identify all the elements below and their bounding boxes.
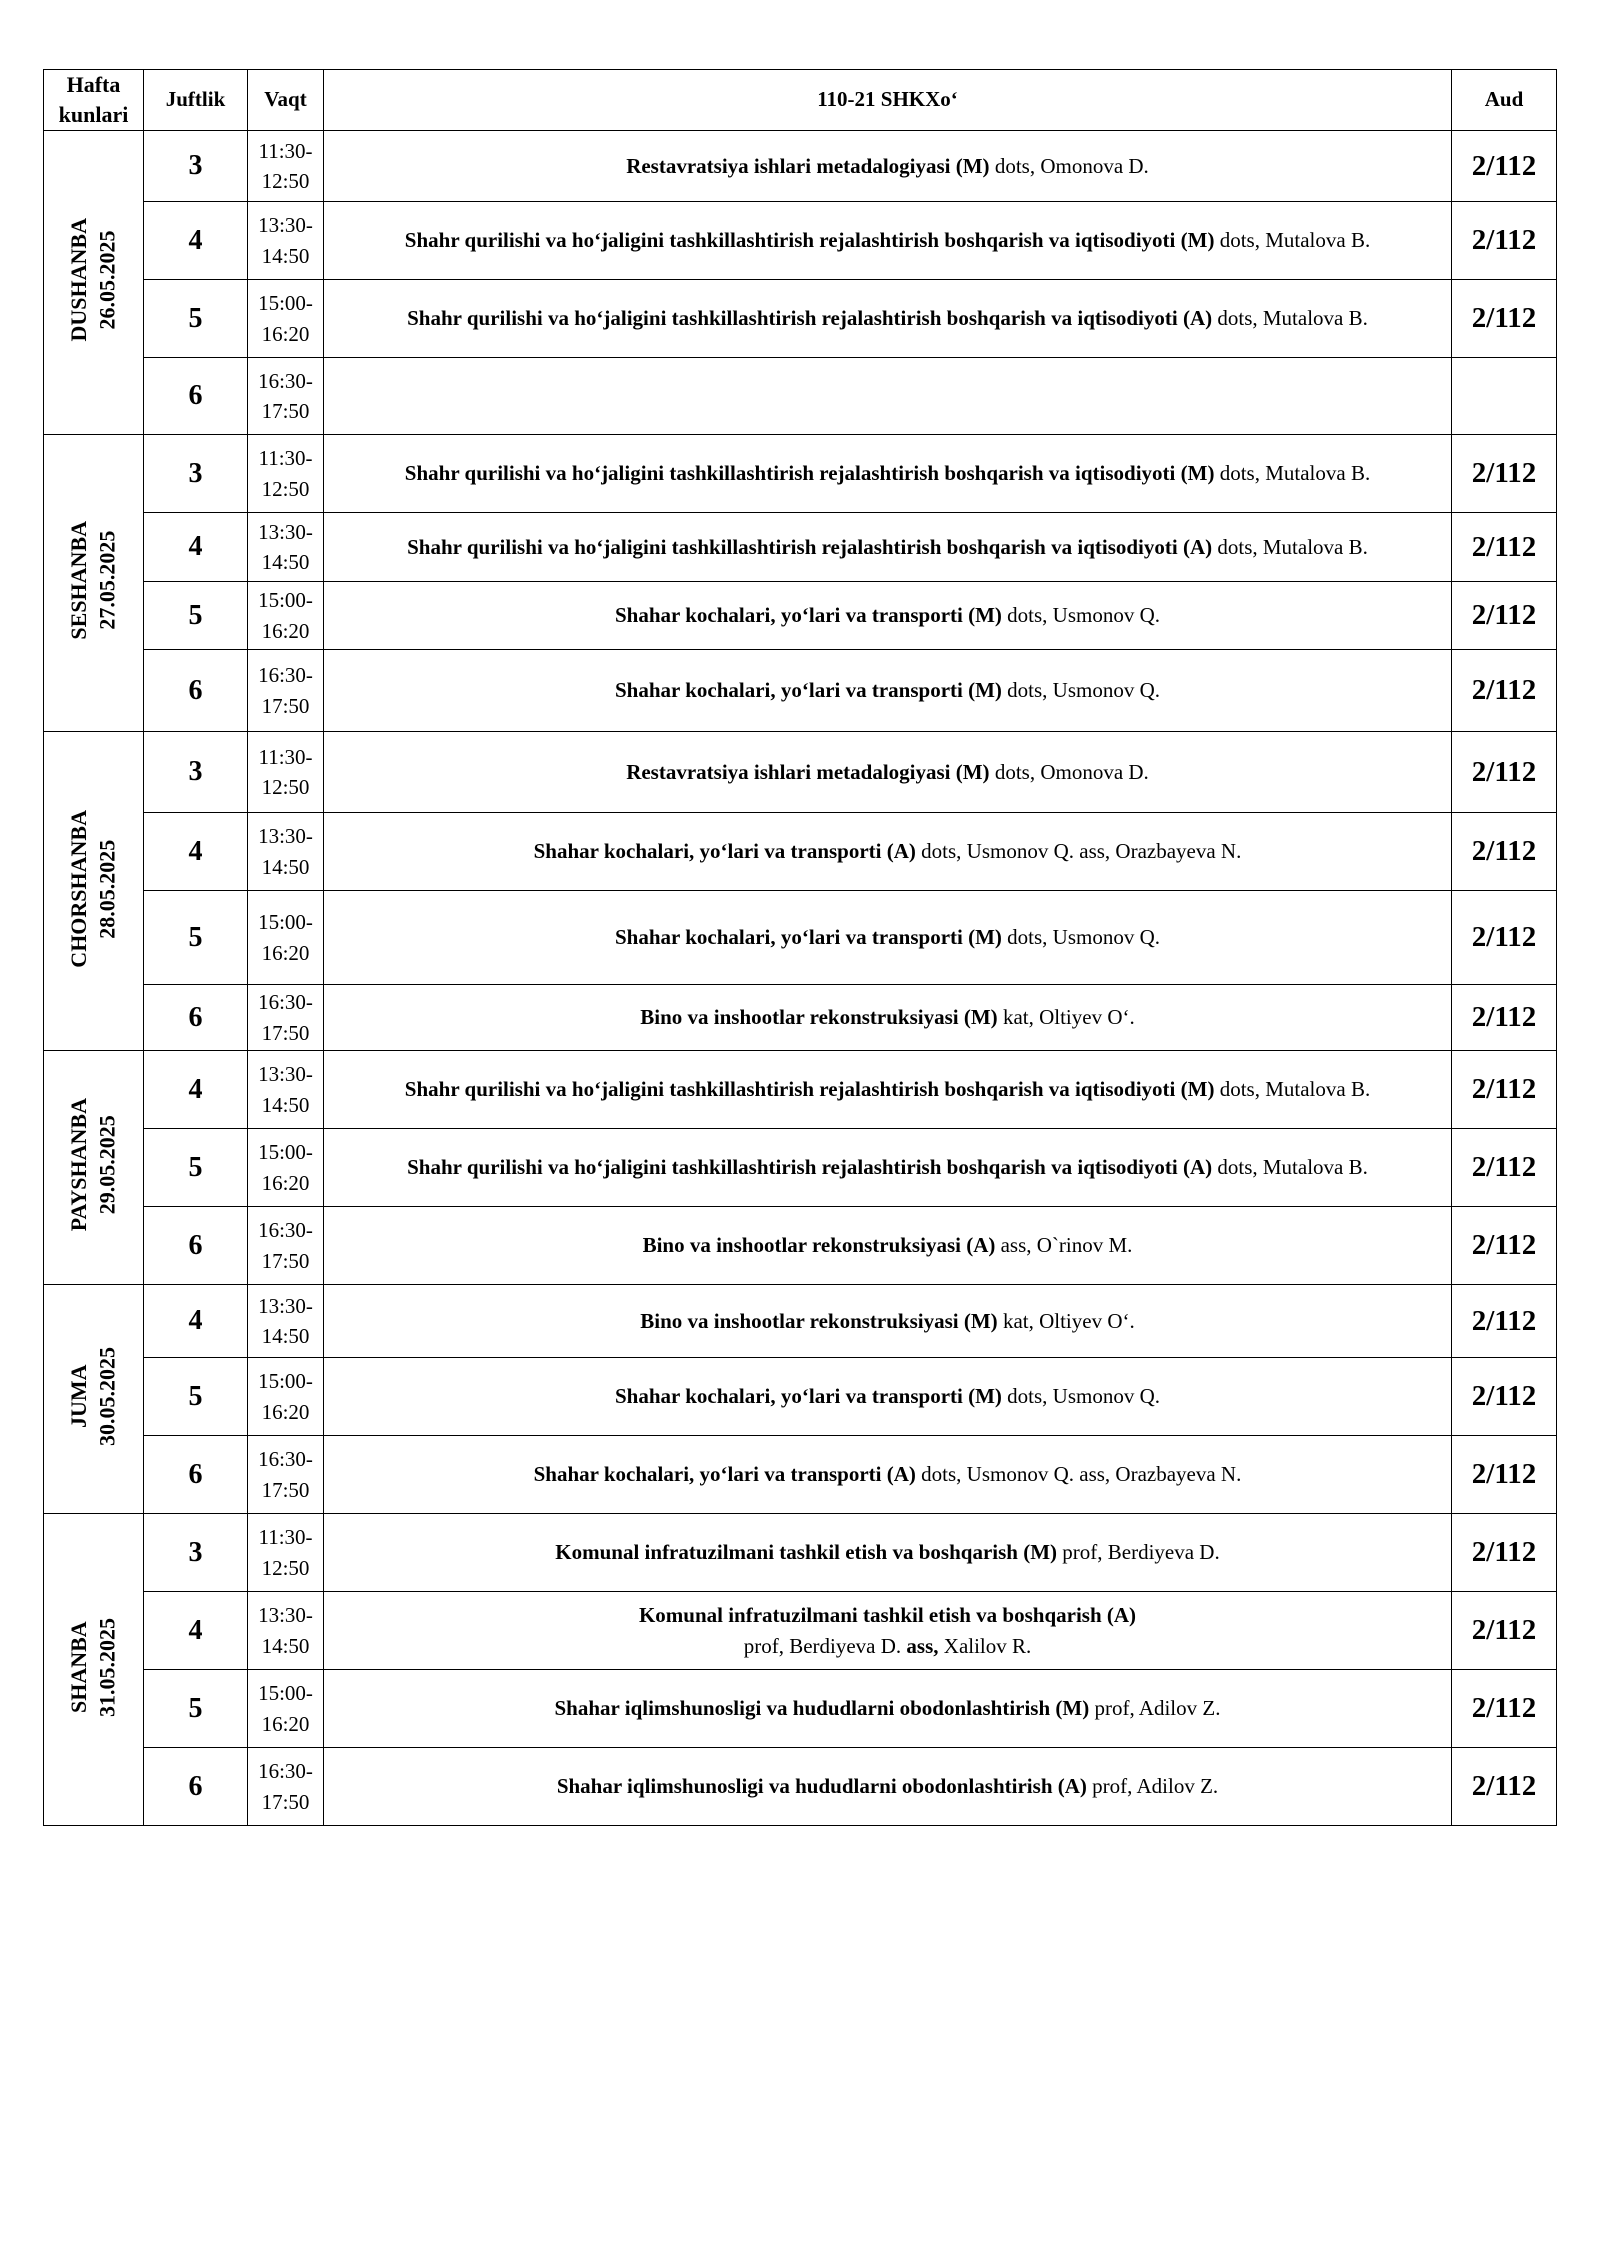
table-row <box>44 582 1557 650</box>
subject-name: Shahar kochalari, yo‘lari va transporti (M) <box>614 1384 1002 1409</box>
auditorium: 2/112 <box>1452 280 1557 358</box>
auditorium: 2/112 <box>1452 1670 1557 1748</box>
subject-cell <box>324 131 1452 202</box>
teacher-name: dots, Usmonov Q. ass, Orazbayeva N. <box>915 1462 1242 1487</box>
subject-cell <box>324 1051 1452 1129</box>
teacher-name: dots, Usmonov Q. <box>1001 678 1161 703</box>
pair-number: 4 <box>144 1592 248 1670</box>
day-label <box>65 218 122 341</box>
auditorium: 2/112 <box>1452 985 1557 1051</box>
subject-name: Shahr qurilishi va ho‘jaligini tashkillashtirish rejalashtirish boshqarish va iqtisodiyoti (A) <box>407 306 1213 331</box>
pair-number: 6 <box>144 650 248 732</box>
table-row <box>44 1285 1557 1358</box>
subject-cell <box>324 813 1452 891</box>
subject-name: Shahar kochalari, yo‘lari va transporti (M) <box>614 678 1002 703</box>
auditorium: 2/112 <box>1452 1514 1557 1592</box>
teacher-name: prof, Berdiyeva D. <box>743 1633 907 1658</box>
auditorium: 2/112 <box>1452 813 1557 891</box>
teacher-name: prof, Adilov Z. <box>1086 1774 1219 1799</box>
table-row <box>44 732 1557 813</box>
day-cell <box>44 1285 144 1514</box>
subject-name: Shahar kochalari, yo‘lari va transporti (A) <box>533 1462 916 1487</box>
subject-name: Restavratsiya ishlari metadalogiyasi (M) <box>626 759 990 784</box>
subject-cell <box>324 1748 1452 1826</box>
day-date: 29.05.2025 <box>94 1115 120 1215</box>
day-cell <box>44 131 144 435</box>
subject-cell <box>324 1285 1452 1358</box>
table-row <box>44 358 1557 435</box>
day-cell <box>44 1051 144 1285</box>
time-slot: 13:30-14:50 <box>248 202 324 280</box>
subject-cell <box>324 435 1452 513</box>
pair-number: 6 <box>144 1748 248 1826</box>
subject-cell <box>324 1129 1452 1207</box>
time-slot: 16:30-17:50 <box>248 1748 324 1826</box>
auditorium: 2/112 <box>1452 202 1557 280</box>
subject-cell <box>324 1514 1452 1592</box>
teacher-name: dots, Omonova D. <box>989 759 1149 784</box>
auditorium: 2/112 <box>1452 732 1557 813</box>
subject-name: Restavratsiya ishlari metadalogiyasi (M) <box>626 153 990 178</box>
time-slot: 15:00-16:20 <box>248 280 324 358</box>
pair-number: 5 <box>144 891 248 985</box>
day-label <box>65 1618 122 1717</box>
time-slot: 16:30-17:50 <box>248 358 324 435</box>
subject-name: Bino va inshootlar rekonstruksiyasi (A) <box>642 1233 996 1258</box>
table-row <box>44 1207 1557 1285</box>
pair-number: 4 <box>144 1285 248 1358</box>
table-row <box>44 1436 1557 1514</box>
auditorium: 2/112 <box>1452 650 1557 732</box>
table-row <box>44 891 1557 985</box>
pair-number: 4 <box>144 813 248 891</box>
pair-number: 6 <box>144 1436 248 1514</box>
pair-number: 3 <box>144 732 248 813</box>
teacher-name: prof, Berdiyeva D. <box>1057 1540 1220 1565</box>
day-label <box>65 1347 122 1446</box>
time-slot: 16:30-17:50 <box>248 1207 324 1285</box>
subject-name: Shahr qurilishi va ho‘jaligini tashkillashtirish rejalashtirish boshqarish va iqtisodiyoti (M) <box>404 461 1215 486</box>
day-name: SHANBA <box>65 1621 91 1713</box>
auditorium: 2/112 <box>1452 1592 1557 1670</box>
table-row <box>44 1670 1557 1748</box>
time-slot: 13:30-14:50 <box>248 1051 324 1129</box>
table-row <box>44 131 1557 202</box>
subject-name: Shahr qurilishi va ho‘jaligini tashkillashtirish rejalashtirish boshqarish va iqtisodiyoti (M) <box>404 228 1215 253</box>
pair-number: 5 <box>144 1670 248 1748</box>
subject-cell <box>324 1358 1452 1436</box>
auditorium: 2/112 <box>1452 1436 1557 1514</box>
day-name: JUMA <box>65 1364 91 1429</box>
auditorium: 2/112 <box>1452 1207 1557 1285</box>
auditorium: 2/112 <box>1452 435 1557 513</box>
auditorium: 2/112 <box>1452 582 1557 650</box>
teacher-role: ass, <box>906 1633 939 1658</box>
teacher-name: prof, Adilov Z. <box>1089 1696 1221 1721</box>
subject-name: Shahar iqlimshunosligi va hududlarni obodonlashtirish (M) <box>554 1696 1090 1721</box>
time-slot: 13:30-14:50 <box>248 1592 324 1670</box>
pair-number: 3 <box>144 435 248 513</box>
pair-number: 5 <box>144 1129 248 1207</box>
header-aud: Aud <box>1452 70 1557 131</box>
teacher-name: dots, Usmonov Q. <box>1001 1384 1161 1409</box>
teacher-name: ass, O`rinov M. <box>995 1233 1133 1258</box>
teacher-name: dots, Mutalova B. <box>1212 534 1368 559</box>
day-date: 30.05.2025 <box>94 1347 120 1446</box>
teacher-name: dots, Usmonov Q. <box>1001 925 1161 950</box>
auditorium: 2/112 <box>1452 891 1557 985</box>
pair-number: 4 <box>144 1051 248 1129</box>
teacher-name: dots, Mutalova B. <box>1214 1077 1371 1102</box>
table-row <box>44 1748 1557 1826</box>
pair-number: 3 <box>144 1514 248 1592</box>
day-name: SESHANBA <box>65 521 91 640</box>
time-slot: 13:30-14:50 <box>248 513 324 582</box>
auditorium: 2/112 <box>1452 1129 1557 1207</box>
auditorium: 2/112 <box>1452 131 1557 202</box>
auditorium: 2/112 <box>1452 513 1557 582</box>
teacher-name: dots, Mutalova B. <box>1212 1155 1368 1180</box>
time-slot: 15:00-16:20 <box>248 891 324 985</box>
table-row <box>44 202 1557 280</box>
time-slot: 13:30-14:50 <box>248 1285 324 1358</box>
subject-cell <box>324 985 1452 1051</box>
teacher-name: dots, Mutalova B. <box>1214 461 1371 486</box>
teacher-name-extra: Xalilov R. <box>938 1633 1032 1658</box>
header-days: Hafta kunlari <box>44 70 144 131</box>
table-row <box>44 985 1557 1051</box>
subject-cell <box>324 891 1452 985</box>
table-row <box>44 650 1557 732</box>
day-date: 31.05.2025 <box>94 1617 120 1717</box>
teacher-name: dots, Usmonov Q. ass, Orazbayeva N. <box>915 839 1242 864</box>
table-row <box>44 513 1557 582</box>
day-label <box>65 521 122 640</box>
table-row <box>44 1358 1557 1436</box>
time-slot: 13:30-14:50 <box>248 813 324 891</box>
auditorium <box>1452 358 1557 435</box>
day-date: 27.05.2025 <box>94 531 120 630</box>
subject-name: Komunal infratuzilmani tashkil etish va boshqarish (A) <box>638 1603 1137 1628</box>
day-name: PAYSHANBA <box>65 1098 91 1232</box>
subject-name: Shahar kochalari, yo‘lari va transporti (M) <box>614 925 1002 950</box>
subject-cell <box>324 732 1452 813</box>
day-date: 28.05.2025 <box>94 839 120 938</box>
time-slot: 11:30-12:50 <box>248 732 324 813</box>
teacher-name: dots, Omonova D. <box>989 153 1149 178</box>
subject-name: Shahar iqlimshunosligi va hududlarni obodonlashtirish (A) <box>556 1774 1087 1799</box>
table-row <box>44 1129 1557 1207</box>
header-group: 110-21 SHKXo‘ <box>324 70 1452 131</box>
day-label <box>65 1098 122 1231</box>
teacher-name: dots, Usmonov Q. <box>1001 603 1161 628</box>
subject-cell <box>324 202 1452 280</box>
subject-name: Bino va inshootlar rekonstruksiyasi (M) <box>640 1308 998 1333</box>
day-date: 26.05.2025 <box>94 230 120 330</box>
time-slot: 16:30-17:50 <box>248 1436 324 1514</box>
pair-number: 5 <box>144 582 248 650</box>
time-slot: 16:30-17:50 <box>248 650 324 732</box>
table-row <box>44 1051 1557 1129</box>
table-row <box>44 1592 1557 1670</box>
pair-number: 6 <box>144 1207 248 1285</box>
pair-number: 6 <box>144 358 248 435</box>
day-cell <box>44 1514 144 1826</box>
subject-cell <box>324 1592 1452 1670</box>
pair-number: 3 <box>144 131 248 202</box>
header-time: Vaqt <box>248 70 324 131</box>
teacher-name: kat, Oltiyev O‘. <box>997 1308 1135 1333</box>
pair-number: 5 <box>144 1358 248 1436</box>
subject-cell <box>324 513 1452 582</box>
header-pair: Juftlik <box>144 70 248 131</box>
day-name: CHORSHANBA <box>65 809 91 968</box>
day-label <box>65 810 122 968</box>
auditorium: 2/112 <box>1452 1051 1557 1129</box>
table-row <box>44 435 1557 513</box>
table-row <box>44 280 1557 358</box>
pair-number: 5 <box>144 280 248 358</box>
subject-name: Shahr qurilishi va ho‘jaligini tashkillashtirish rejalashtirish boshqarish va iqtisodiyoti (A) <box>407 1155 1213 1180</box>
teacher-name: dots, Mutalova B. <box>1212 306 1368 331</box>
subject-name: Bino va inshootlar rekonstruksiyasi (M) <box>640 1005 998 1030</box>
time-slot: 15:00-16:20 <box>248 1670 324 1748</box>
subject-cell <box>324 582 1452 650</box>
table-row <box>44 1514 1557 1592</box>
time-slot: 11:30-12:50 <box>248 1514 324 1592</box>
time-slot: 11:30-12:50 <box>248 131 324 202</box>
subject-cell <box>324 1670 1452 1748</box>
time-slot: 15:00-16:20 <box>248 1129 324 1207</box>
day-name: DUSHANBA <box>65 218 91 342</box>
teacher-name: kat, Oltiyev O‘. <box>997 1005 1135 1030</box>
subject-name: Shahar kochalari, yo‘lari va transporti (A) <box>533 839 916 864</box>
pair-number: 4 <box>144 202 248 280</box>
auditorium: 2/112 <box>1452 1358 1557 1436</box>
time-slot: 11:30-12:50 <box>248 435 324 513</box>
pair-number: 4 <box>144 513 248 582</box>
table-row <box>44 813 1557 891</box>
auditorium: 2/112 <box>1452 1748 1557 1826</box>
pair-number: 6 <box>144 985 248 1051</box>
schedule-table <box>43 69 1557 1826</box>
time-slot: 16:30-17:50 <box>248 985 324 1051</box>
teacher-name: dots, Mutalova B. <box>1214 228 1371 253</box>
subject-cell <box>324 280 1452 358</box>
subject-cell <box>324 358 1452 435</box>
subject-name: Komunal infratuzilmani tashkil etish va boshqarish (M) <box>555 1540 1058 1565</box>
day-cell <box>44 435 144 732</box>
time-slot: 15:00-16:20 <box>248 582 324 650</box>
time-slot: 15:00-16:20 <box>248 1358 324 1436</box>
subject-cell <box>324 650 1452 732</box>
subject-name: Shahr qurilishi va ho‘jaligini tashkillashtirish rejalashtirish boshqarish va iqtisodiyoti (A) <box>407 534 1213 559</box>
subject-name: Shahar kochalari, yo‘lari va transporti (M) <box>614 603 1002 628</box>
schedule-body <box>44 131 1557 1826</box>
auditorium: 2/112 <box>1452 1285 1557 1358</box>
subject-cell <box>324 1436 1452 1514</box>
subject-cell <box>324 1207 1452 1285</box>
day-cell <box>44 732 144 1051</box>
subject-name: Shahr qurilishi va ho‘jaligini tashkillashtirish rejalashtirish boshqarish va iqtisodiyoti (M) <box>404 1077 1215 1102</box>
header-row <box>44 70 1557 131</box>
